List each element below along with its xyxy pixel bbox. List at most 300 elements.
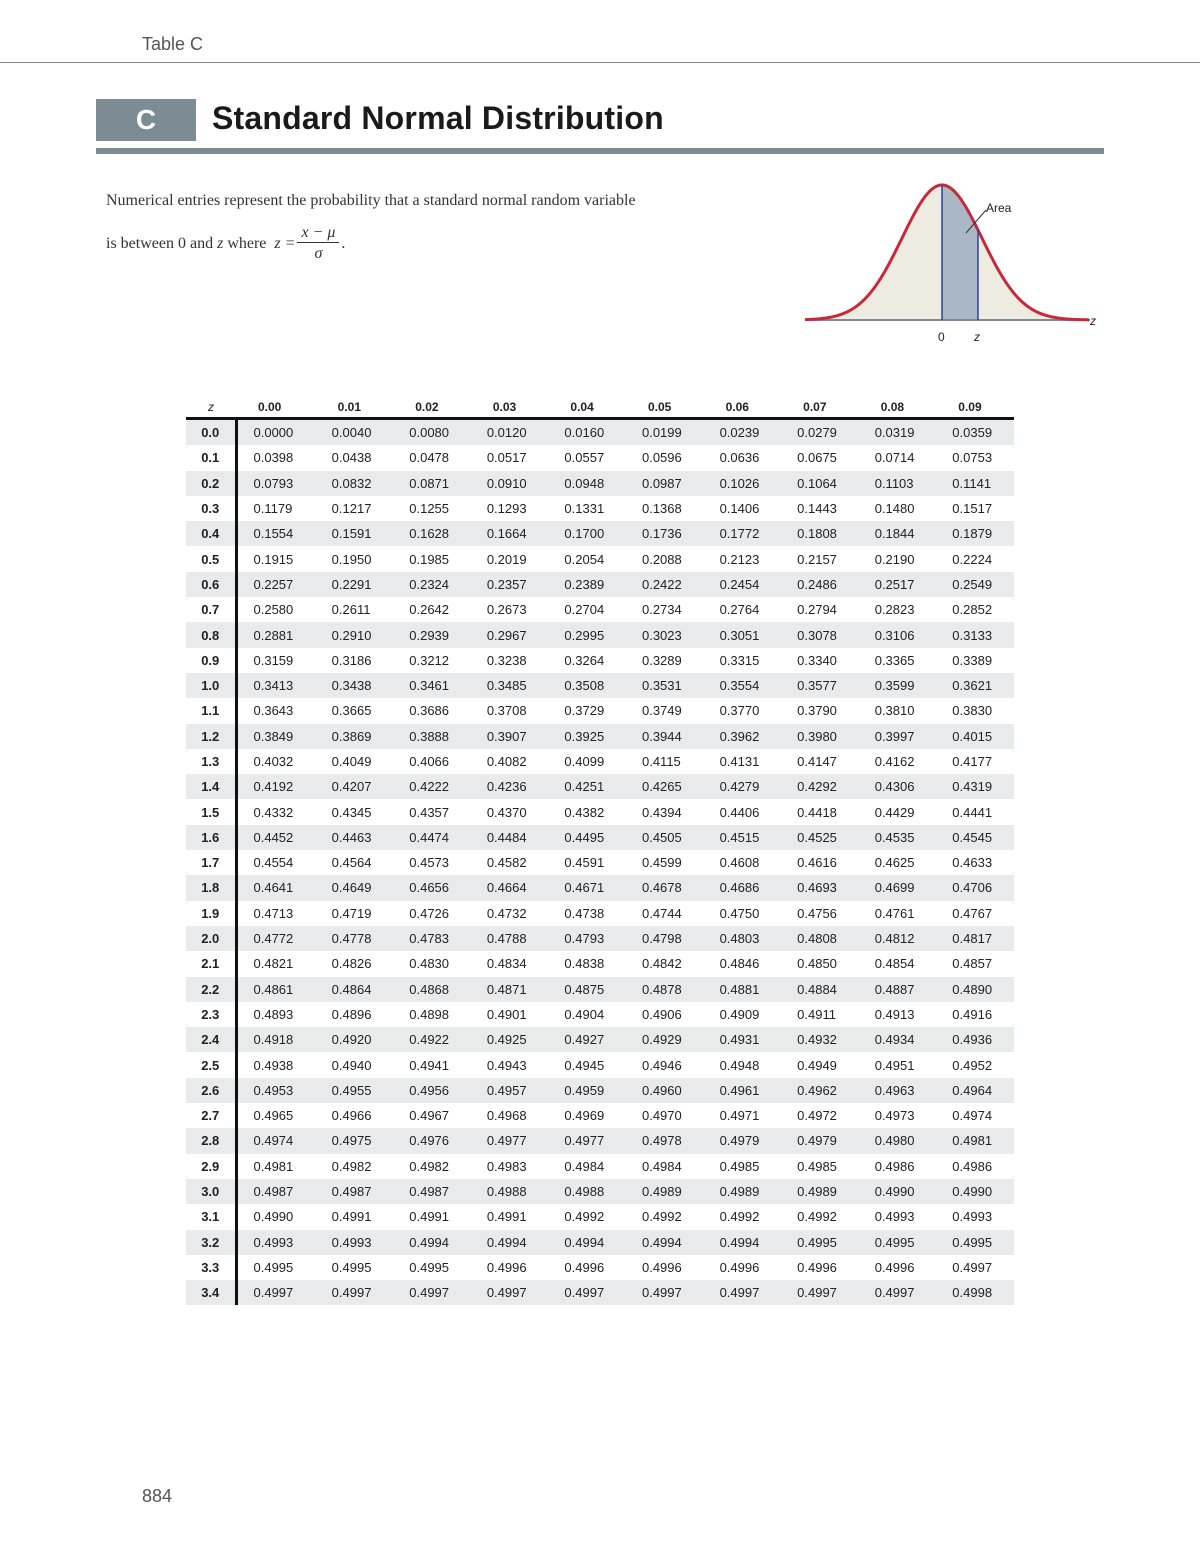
table-cell: 0.1103 (859, 471, 937, 496)
table-row (186, 419, 1014, 446)
row-z-value: 0.7 (186, 597, 236, 622)
table-cell: 0.4726 (409, 905, 450, 921)
table-cell: 0.4985 (797, 1158, 837, 1174)
table-cell: 0.1406 (719, 501, 760, 517)
table-cell: 0.4854 (874, 956, 915, 972)
z-table (186, 397, 1014, 1305)
table-cell: 0.2642 (409, 602, 450, 618)
table-cell: 0.3531 (626, 673, 704, 698)
table-cell: 0.4893 (253, 1006, 294, 1022)
table-row (186, 622, 1014, 647)
table-cell: 0.4868 (393, 977, 471, 1002)
table-cell: 0.2123 (719, 551, 760, 567)
table-cell: 0.4993 (316, 1230, 394, 1255)
table-row (186, 724, 1014, 749)
table-cell: 0.4989 (626, 1179, 704, 1204)
table-cell: 0.4995 (253, 1259, 294, 1275)
table-row (186, 648, 1014, 673)
table-cell: 0.3888 (393, 724, 471, 749)
description-line-1: Numerical entries represent the probability that a standard normal random variable (106, 192, 636, 209)
table-cell: 0.4986 (874, 1158, 915, 1174)
table-cell: 0.3729 (564, 703, 605, 719)
table-cell: 0.3944 (626, 724, 704, 749)
description-z: z (217, 234, 224, 252)
table-cell: 0.4962 (781, 1078, 859, 1103)
table-cell: 0.4974 (952, 1108, 993, 1124)
table-cell: 0.4474 (393, 825, 471, 850)
table-row (186, 774, 1014, 799)
table-cell: 0.4922 (393, 1027, 471, 1052)
table-cell: 0.4990 (253, 1209, 294, 1225)
table-cell: 0.4896 (331, 1006, 372, 1022)
table-cell: 0.4744 (641, 905, 682, 921)
table-cell: 0.4881 (704, 977, 782, 1002)
table-cell: 0.4345 (331, 804, 372, 820)
tick-z: z (974, 330, 980, 344)
column-header: 0.08 (859, 397, 937, 419)
table-cell: 0.4994 (471, 1230, 549, 1255)
table-row (186, 1078, 1014, 1103)
table-cell: 0.4738 (564, 905, 605, 921)
row-z-value: 1.0 (186, 673, 236, 698)
table-cell: 0.3665 (331, 703, 372, 719)
column-header: 0.09 (936, 397, 1014, 419)
table-cell: 0.4890 (936, 977, 1014, 1002)
table-cell: 0.4948 (719, 1057, 760, 1073)
table-cell: 0.2389 (548, 572, 626, 597)
table-cell: 0.4972 (797, 1108, 837, 1124)
table-cell: 0.1628 (393, 521, 471, 546)
table-cell: 0.3708 (486, 703, 527, 719)
formula-lhs: z = (274, 234, 296, 252)
table-cell: 0.4985 (719, 1158, 760, 1174)
table-cell: 0.2517 (859, 572, 937, 597)
table-cell: 0.2611 (331, 602, 371, 618)
table-cell: 0.2967 (471, 622, 549, 647)
table-cell: 0.4783 (393, 926, 471, 951)
table-cell: 0.4990 (859, 1179, 937, 1204)
column-header-z: z (186, 397, 236, 419)
table-cell: 0.0279 (781, 419, 859, 446)
table-cell: 0.4554 (253, 855, 294, 871)
row-z-value: 2.1 (186, 951, 236, 976)
row-z-value: 1.2 (186, 724, 236, 749)
table-cell: 0.4162 (874, 754, 915, 769)
table-cell: 0.3461 (393, 673, 471, 698)
table-cell: 0.4991 (409, 1209, 450, 1225)
table-cell: 0.4573 (409, 855, 450, 871)
table-cell: 0.4963 (859, 1078, 937, 1103)
table-row (186, 1027, 1014, 1052)
table-row (186, 1179, 1014, 1204)
table-cell: 0.4977 (548, 1128, 626, 1153)
table-cell: 0.4945 (564, 1057, 605, 1073)
table-cell: 0.4978 (626, 1128, 704, 1153)
table-cell: 0.4608 (719, 855, 760, 871)
table-cell: 0.3643 (253, 703, 294, 719)
table-cell: 0.3365 (874, 652, 915, 668)
table-cell: 0.0160 (548, 419, 626, 446)
table-cell: 0.2088 (641, 551, 682, 567)
table-cell: 0.4015 (936, 724, 1014, 749)
table-cell: 0.4973 (874, 1108, 915, 1124)
table-cell: 0.4382 (564, 804, 605, 820)
table-cell: 0.4981 (936, 1128, 1014, 1153)
table-cell: 0.4861 (236, 977, 316, 1002)
table-cell: 0.4968 (486, 1108, 527, 1124)
table-cell: 0.4406 (719, 804, 760, 820)
table-cell: 0.4996 (719, 1259, 760, 1275)
table-row (186, 572, 1014, 597)
row-z-value: 2.7 (186, 1103, 236, 1128)
table-cell: 0.1664 (471, 521, 549, 546)
table-cell: 0.4732 (486, 905, 527, 921)
table-cell: 0.1844 (859, 521, 937, 546)
table-cell: 0.4817 (936, 926, 1014, 951)
table-cell: 0.3023 (626, 622, 704, 647)
table-cell: 0.4871 (471, 977, 549, 1002)
table-cell: 0.3997 (859, 724, 937, 749)
table-cell: 0.4987 (316, 1179, 394, 1204)
table-cell: 0.4834 (486, 956, 527, 972)
table-cell: 0.0319 (859, 419, 937, 446)
table-cell: 0.4761 (874, 905, 915, 921)
table-cell: 0.1736 (626, 521, 704, 546)
table-cell: 0.4649 (316, 875, 394, 900)
table-cell: 0.4515 (704, 825, 782, 850)
table-cell: 0.3159 (253, 652, 294, 668)
table-cell: 0.4099 (564, 754, 605, 769)
table-cell: 0.3849 (236, 724, 316, 749)
formula-end: . (341, 234, 346, 252)
table-cell: 0.0636 (719, 450, 760, 466)
table-cell: 0.4996 (874, 1259, 915, 1275)
table-cell: 0.4987 (393, 1179, 471, 1204)
description-where: where (227, 234, 267, 252)
table-cell: 0.4115 (641, 754, 681, 769)
table-cell: 0.4719 (331, 905, 372, 921)
table-cell: 0.4394 (641, 804, 682, 820)
table-cell: 0.3485 (471, 673, 549, 698)
table-cell: 0.4964 (936, 1078, 1014, 1103)
table-cell: 0.4997 (859, 1280, 937, 1305)
table-cell: 0.4032 (253, 754, 294, 769)
table-cell: 0.4850 (797, 956, 837, 972)
table-cell: 0.0948 (548, 471, 626, 496)
table-cell: 0.4997 (393, 1280, 471, 1305)
table-cell: 0.0438 (331, 450, 372, 466)
row-z-value: 3.1 (186, 1204, 236, 1229)
table-cell: 0.2852 (952, 602, 993, 618)
table-cell: 0.4995 (781, 1230, 859, 1255)
table-cell: 0.4938 (253, 1057, 294, 1073)
table-cell: 0.4981 (253, 1158, 294, 1174)
table-cell: 0.4495 (548, 825, 626, 850)
table-cell: 0.4525 (781, 825, 859, 850)
table-cell: 0.3686 (409, 703, 450, 719)
row-z-value: 3.0 (186, 1179, 236, 1204)
table-cell: 0.3051 (704, 622, 782, 647)
table-cell: 0.4966 (331, 1108, 372, 1124)
table-cell: 0.1480 (874, 501, 915, 517)
table-cell: 0.4979 (704, 1128, 782, 1153)
table-cell: 0.1808 (781, 521, 859, 546)
table-cell: 0.3770 (719, 703, 760, 719)
table-row (186, 1255, 1014, 1280)
table-row (186, 1230, 1014, 1255)
table-cell: 0.4925 (471, 1027, 549, 1052)
table-cell: 0.4992 (564, 1209, 605, 1225)
table-cell: 0.4997 (781, 1280, 859, 1305)
table-cell: 0.4279 (704, 774, 782, 799)
table-cell: 0.4706 (936, 875, 1014, 900)
table-cell: 0.1443 (797, 501, 837, 517)
table-cell: 0.4988 (548, 1179, 626, 1204)
table-cell: 0.4994 (626, 1230, 704, 1255)
row-z-value: 2.4 (186, 1027, 236, 1052)
table-row (186, 496, 1014, 521)
table-cell: 0.4946 (641, 1057, 682, 1073)
table-cell: 0.4913 (874, 1006, 915, 1022)
table-row (186, 799, 1014, 824)
table-cell: 0.1772 (704, 521, 782, 546)
table-cell: 0.3340 (797, 652, 837, 668)
table-cell: 0.4599 (641, 855, 682, 871)
table-cell: 0.3315 (719, 652, 760, 668)
table-cell: 0.4977 (471, 1128, 549, 1153)
table-cell: 0.2054 (564, 551, 605, 567)
table-cell: 0.1255 (409, 501, 450, 517)
row-z-value: 0.6 (186, 572, 236, 597)
table-cell: 0.4222 (393, 774, 471, 799)
table-cell: 0.3413 (236, 673, 316, 698)
table-cell: 0.4911 (797, 1006, 836, 1022)
table-cell: 0.4995 (936, 1230, 1014, 1255)
table-row (186, 1204, 1014, 1229)
table-cell: 0.2157 (797, 551, 837, 567)
table-cell: 0.4564 (331, 855, 372, 871)
table-cell: 0.4842 (641, 956, 682, 972)
row-z-value: 2.5 (186, 1052, 236, 1077)
table-cell: 0.0675 (797, 450, 837, 466)
table-cell: 0.0359 (936, 419, 1014, 446)
table-cell: 0.4959 (548, 1078, 626, 1103)
table-row (186, 1052, 1014, 1077)
table-cell: 0.4996 (564, 1259, 605, 1275)
table-cell: 0.4994 (704, 1230, 782, 1255)
table-cell: 0.0832 (316, 471, 394, 496)
table-cell: 0.4846 (719, 956, 760, 972)
table-cell: 0.2995 (548, 622, 626, 647)
description-line-2 (106, 224, 786, 263)
table-cell: 0.4664 (471, 875, 549, 900)
table-cell: 0.4994 (548, 1230, 626, 1255)
table-cell: 0.0871 (393, 471, 471, 496)
axis-label: z (1090, 314, 1096, 328)
column-header: 0.02 (393, 397, 471, 419)
table-cell: 0.2823 (874, 602, 915, 618)
row-z-value: 0.3 (186, 496, 236, 521)
table-cell: 0.4788 (471, 926, 549, 951)
table-cell: 0.4997 (626, 1280, 704, 1305)
table-cell: 0.4984 (564, 1158, 605, 1174)
table-cell: 0.4951 (874, 1057, 915, 1073)
table-cell: 0.0478 (409, 450, 450, 466)
table-cell: 0.4207 (316, 774, 394, 799)
table-cell: 0.4934 (859, 1027, 937, 1052)
table-cell: 0.4927 (548, 1027, 626, 1052)
table-cell: 0.3212 (409, 652, 450, 668)
row-z-value: 2.6 (186, 1078, 236, 1103)
table-cell: 0.4997 (236, 1280, 316, 1305)
table-cell: 0.1064 (781, 471, 859, 496)
table-cell: 0.4429 (874, 804, 915, 820)
table-cell: 0.4082 (486, 754, 527, 769)
row-z-value: 3.4 (186, 1280, 236, 1305)
table-cell: 0.3577 (781, 673, 859, 698)
table-body (186, 419, 1014, 1306)
row-z-value: 1.8 (186, 875, 236, 900)
row-z-value: 0.8 (186, 622, 236, 647)
table-cell: 0.4995 (409, 1259, 450, 1275)
row-z-value: 1.9 (186, 901, 236, 926)
table-cell: 0.3830 (952, 703, 993, 719)
normal-curve-figure (800, 170, 1100, 360)
table-cell: 0.4535 (859, 825, 937, 850)
table-cell: 0.2324 (393, 572, 471, 597)
table-row (186, 926, 1014, 951)
table-cell: 0.4826 (331, 956, 372, 972)
table-cell: 0.4980 (859, 1128, 937, 1153)
table-row (186, 1103, 1014, 1128)
table-row (186, 546, 1014, 571)
table-cell: 0.4996 (641, 1259, 682, 1275)
table-row (186, 1002, 1014, 1027)
description (106, 192, 786, 263)
table-cell: 0.4992 (797, 1209, 837, 1225)
table-cell: 0.4319 (936, 774, 1014, 799)
table-cell: 0.4952 (952, 1057, 993, 1073)
table-row (186, 901, 1014, 926)
table-cell: 0.4906 (641, 1006, 682, 1022)
table-cell: 0.4979 (781, 1128, 859, 1153)
table-cell: 0.4969 (564, 1108, 605, 1124)
table-cell: 0.3599 (859, 673, 937, 698)
page-title: Standard Normal Distribution (212, 100, 664, 136)
section-badge: C (96, 99, 196, 141)
table-cell: 0.3078 (781, 622, 859, 647)
table-cell: 0.4992 (641, 1209, 682, 1225)
table-cell: 0.4693 (781, 875, 859, 900)
row-z-value: 3.3 (186, 1255, 236, 1280)
table-cell: 0.3438 (316, 673, 394, 698)
table-cell: 0.2673 (486, 602, 527, 618)
row-z-value: 2.9 (186, 1154, 236, 1179)
table-cell: 0.4904 (564, 1006, 605, 1022)
table-cell: 0.4441 (952, 804, 993, 820)
table-cell: 0.4932 (781, 1027, 859, 1052)
table-cell: 0.4671 (548, 875, 626, 900)
area-label: Area (986, 201, 1012, 215)
table-cell: 0.0517 (486, 450, 527, 466)
table-cell: 0.0080 (393, 419, 471, 446)
table-cell: 0.4987 (236, 1179, 316, 1204)
table-cell: 0.4997 (471, 1280, 549, 1305)
running-head: Table C (142, 34, 204, 54)
table-cell: 0.4699 (859, 875, 937, 900)
table-cell: 0.4990 (936, 1179, 1014, 1204)
table-cell: 0.4982 (409, 1158, 450, 1174)
formula-fraction (297, 224, 339, 263)
table-row (186, 825, 1014, 850)
table-cell: 0.2224 (952, 551, 993, 567)
table-cell: 0.4976 (393, 1128, 471, 1153)
table-cell: 0.0793 (236, 471, 316, 496)
table-cell: 0.4049 (331, 754, 372, 769)
table-cell: 0.4192 (236, 774, 316, 799)
table-cell: 0.3869 (316, 724, 394, 749)
table-cell: 0.4750 (719, 905, 760, 921)
table-cell: 0.0000 (236, 419, 316, 446)
table-cell: 0.4875 (548, 977, 626, 1002)
table-cell: 0.2881 (236, 622, 316, 647)
tick-zero: 0 (938, 330, 945, 344)
table-cell: 0.4996 (486, 1259, 527, 1275)
table-cell: 0.3790 (797, 703, 837, 719)
table-cell: 0.4898 (409, 1006, 450, 1022)
table-cell: 0.0239 (704, 419, 782, 446)
table-cell: 0.4953 (236, 1078, 316, 1103)
table-cell: 0.4236 (471, 774, 549, 799)
table-cell: 0.1026 (704, 471, 782, 496)
table-cell: 0.4916 (952, 1006, 993, 1022)
table-cell: 0.3810 (874, 703, 915, 719)
table-cell: 0.4960 (626, 1078, 704, 1103)
table-cell: 0.1141 (936, 471, 1014, 496)
table-cell: 0.3508 (548, 673, 626, 698)
row-z-value: 2.3 (186, 1002, 236, 1027)
table-cell: 0.0199 (626, 419, 704, 446)
table-cell: 0.4452 (236, 825, 316, 850)
table-cell: 0.4940 (331, 1057, 372, 1073)
table-cell: 0.4864 (316, 977, 394, 1002)
table-cell: 0.4943 (486, 1057, 527, 1073)
table-cell: 0.4884 (781, 977, 859, 1002)
table-row (186, 850, 1014, 875)
table-cell: 0.2549 (936, 572, 1014, 597)
table-cell: 0.4997 (704, 1280, 782, 1305)
table-cell: 0.4591 (564, 855, 605, 871)
table-cell: 0.0557 (564, 450, 605, 466)
table-cell: 0.1293 (486, 501, 527, 517)
table-cell: 0.4931 (704, 1027, 782, 1052)
table-cell: 0.3238 (486, 652, 527, 668)
table-cell: 0.4582 (486, 855, 527, 871)
table-cell: 0.3621 (936, 673, 1014, 698)
table-row (186, 597, 1014, 622)
table-cell: 0.4961 (704, 1078, 782, 1103)
description-prefix: is between 0 and (106, 234, 214, 252)
table-cell: 0.0987 (626, 471, 704, 496)
table-cell: 0.2794 (797, 602, 837, 618)
row-z-value: 2.0 (186, 926, 236, 951)
page-number: 884 (142, 1486, 173, 1506)
table-cell: 0.2422 (626, 572, 704, 597)
table-row (186, 698, 1014, 723)
row-z-value: 1.4 (186, 774, 236, 799)
table-cell: 0.1217 (331, 501, 372, 517)
table-row (186, 471, 1014, 496)
